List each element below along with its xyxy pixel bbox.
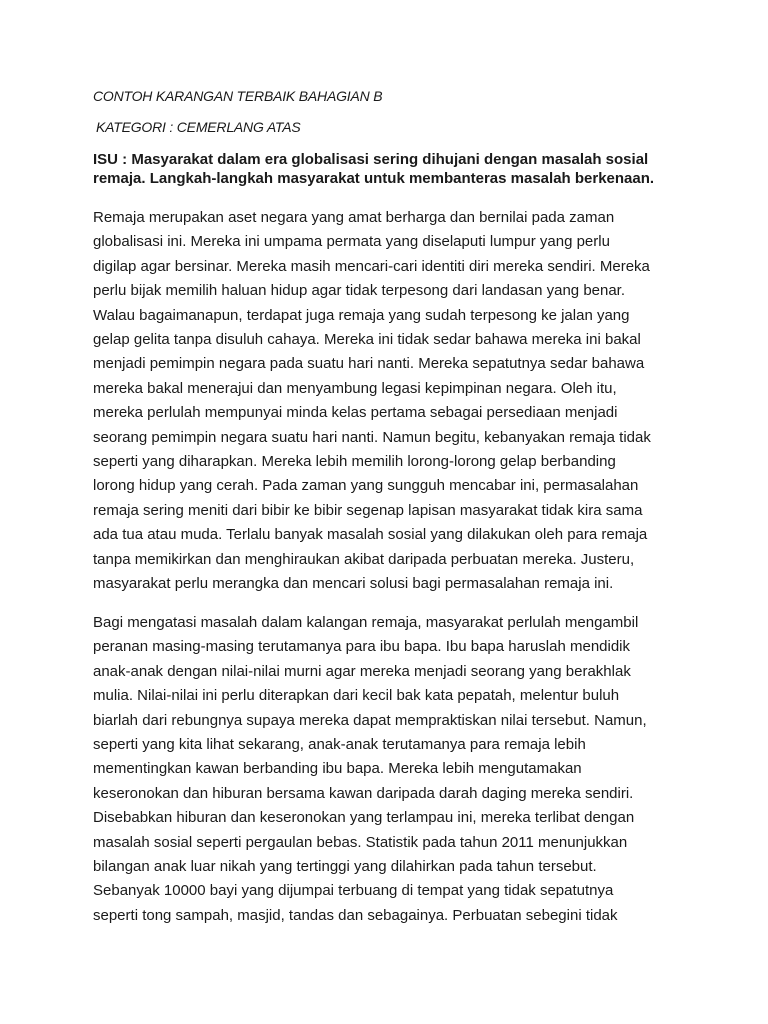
text-line: tanpa memikirkan dan menghiraukan akibat daripada perbuatan mereka. Justeru, xyxy=(93,550,635,568)
text-line: peranan masing-masing terutamanya para ibu bapa. Ibu bapa haruslah mendidik xyxy=(93,638,631,656)
text-line: anak-anak dengan nilai-nilai murni agar mereka menjadi seorang yang berakhlak xyxy=(93,662,631,680)
text-line: mementingkan kawan berbanding ibu bapa. Mereka lebih mengutamakan xyxy=(93,760,582,778)
body-paragraph-1 xyxy=(93,206,693,597)
text-line: Walau bagaimanapun, terdapat juga remaja yang sudah terpesong ke jalan yang xyxy=(93,306,630,324)
text-line: seorang pemimpin negara suatu hari nanti. Namun begitu, kebanyakan remaja tidak xyxy=(93,428,651,446)
text-line: seperti yang kita lihat sekarang, anak-anak terutamanya para remaja lebih xyxy=(93,736,586,754)
text-line: menjadi pemimpin negara pada suatu hari nanti. Mereka sepatutnya sedar bahawa xyxy=(93,355,645,373)
text-line: masyarakat perlu merangka dan mencari solusi bagi permasalahan remaja ini. xyxy=(93,575,614,593)
text-line: remaja sering meniti dari bibir ke bibir segenap lapisan masyarakat tidak kira sama xyxy=(93,501,643,519)
document-category: KATEGORI : CEMERLANG ATAS xyxy=(96,119,301,135)
text-line: Remaja merupakan aset negara yang amat berharga dan bernilai pada zaman xyxy=(93,209,615,226)
text-line: globalisasi ini. Mereka ini umpama permata yang diselaputi lumpur yang perlu xyxy=(93,233,610,251)
text-line: perlu bijak memilih haluan hidup agar tidak terpesong dari landasan yang benar. xyxy=(93,282,626,300)
issue-line: remaja. Langkah-langkah masyarakat untuk membanteras masalah berkenaan. xyxy=(93,170,655,187)
text-line: bilangan anak luar nikah yang tertinggi yang dilahirkan pada tahun tersebut. xyxy=(93,858,597,876)
text-line: mulia. Nilai-nilai ini perlu diterapkan dari kecil bak kata pepatah, melentur buluh xyxy=(93,687,620,705)
text-line: Disebabkan hiburan dan keseronokan yang terlampau ini, mereka terlibat dengan xyxy=(93,809,635,827)
text-line: Bagi mengatasi masalah dalam kalangan remaja, masyarakat perlulah mengambil xyxy=(93,614,639,631)
text-line: keseronokan dan hiburan bersama kawan daripada darah daging mereka sendiri. xyxy=(93,784,634,802)
text-line: mereka bakal menerajui dan menyambung legasi kepimpinan negara. Oleh itu, xyxy=(93,379,617,397)
text-line: digilap agar bersinar. Mereka masih mencari-cari identiti diri mereka sendiri. Mereka xyxy=(93,257,650,275)
issue-line: ISU : Masyarakat dalam era globalisasi sering dihujani dengan masalah sosial xyxy=(93,151,649,168)
text-line: biarlah dari rebungnya supaya mereka dapat mempraktiskan nilai tersebut. Namun, xyxy=(93,711,647,729)
text-line: gelap gelita tanpa disuluh cahaya. Mereka ini tidak sedar bahawa mereka ini bakal xyxy=(93,331,641,349)
body-paragraph-2 xyxy=(93,611,693,928)
text-line: lorong hidup yang cerah. Pada zaman yang sungguh mencabar ini, permasalahan xyxy=(93,477,639,495)
text-line: masalah sosial seperti pergaulan bebas. Statistik pada tahun 2011 menunjukkan xyxy=(93,833,628,851)
document-title: CONTOH KARANGAN TERBAIK BAHAGIAN B xyxy=(93,88,383,104)
text-line: ada tua atau muda. Terlalu banyak masalah sosial yang dilakukan oleh para remaja xyxy=(93,526,648,544)
text-line: Sebanyak 10000 bayi yang dijumpai terbuang di tempat yang tidak sepatutnya xyxy=(93,882,614,900)
text-line: mereka perlulah mempunyai minda kelas pertama sebagai persediaan menjadi xyxy=(93,404,618,422)
text-line: seperti tong sampah, masjid, tandas dan sebagainya. Perbuatan sebegini tidak xyxy=(93,906,618,924)
issue-statement xyxy=(93,150,693,188)
text-line: seperti yang diharapkan. Mereka lebih memilih lorong-lorong gelap berbanding xyxy=(93,453,616,471)
